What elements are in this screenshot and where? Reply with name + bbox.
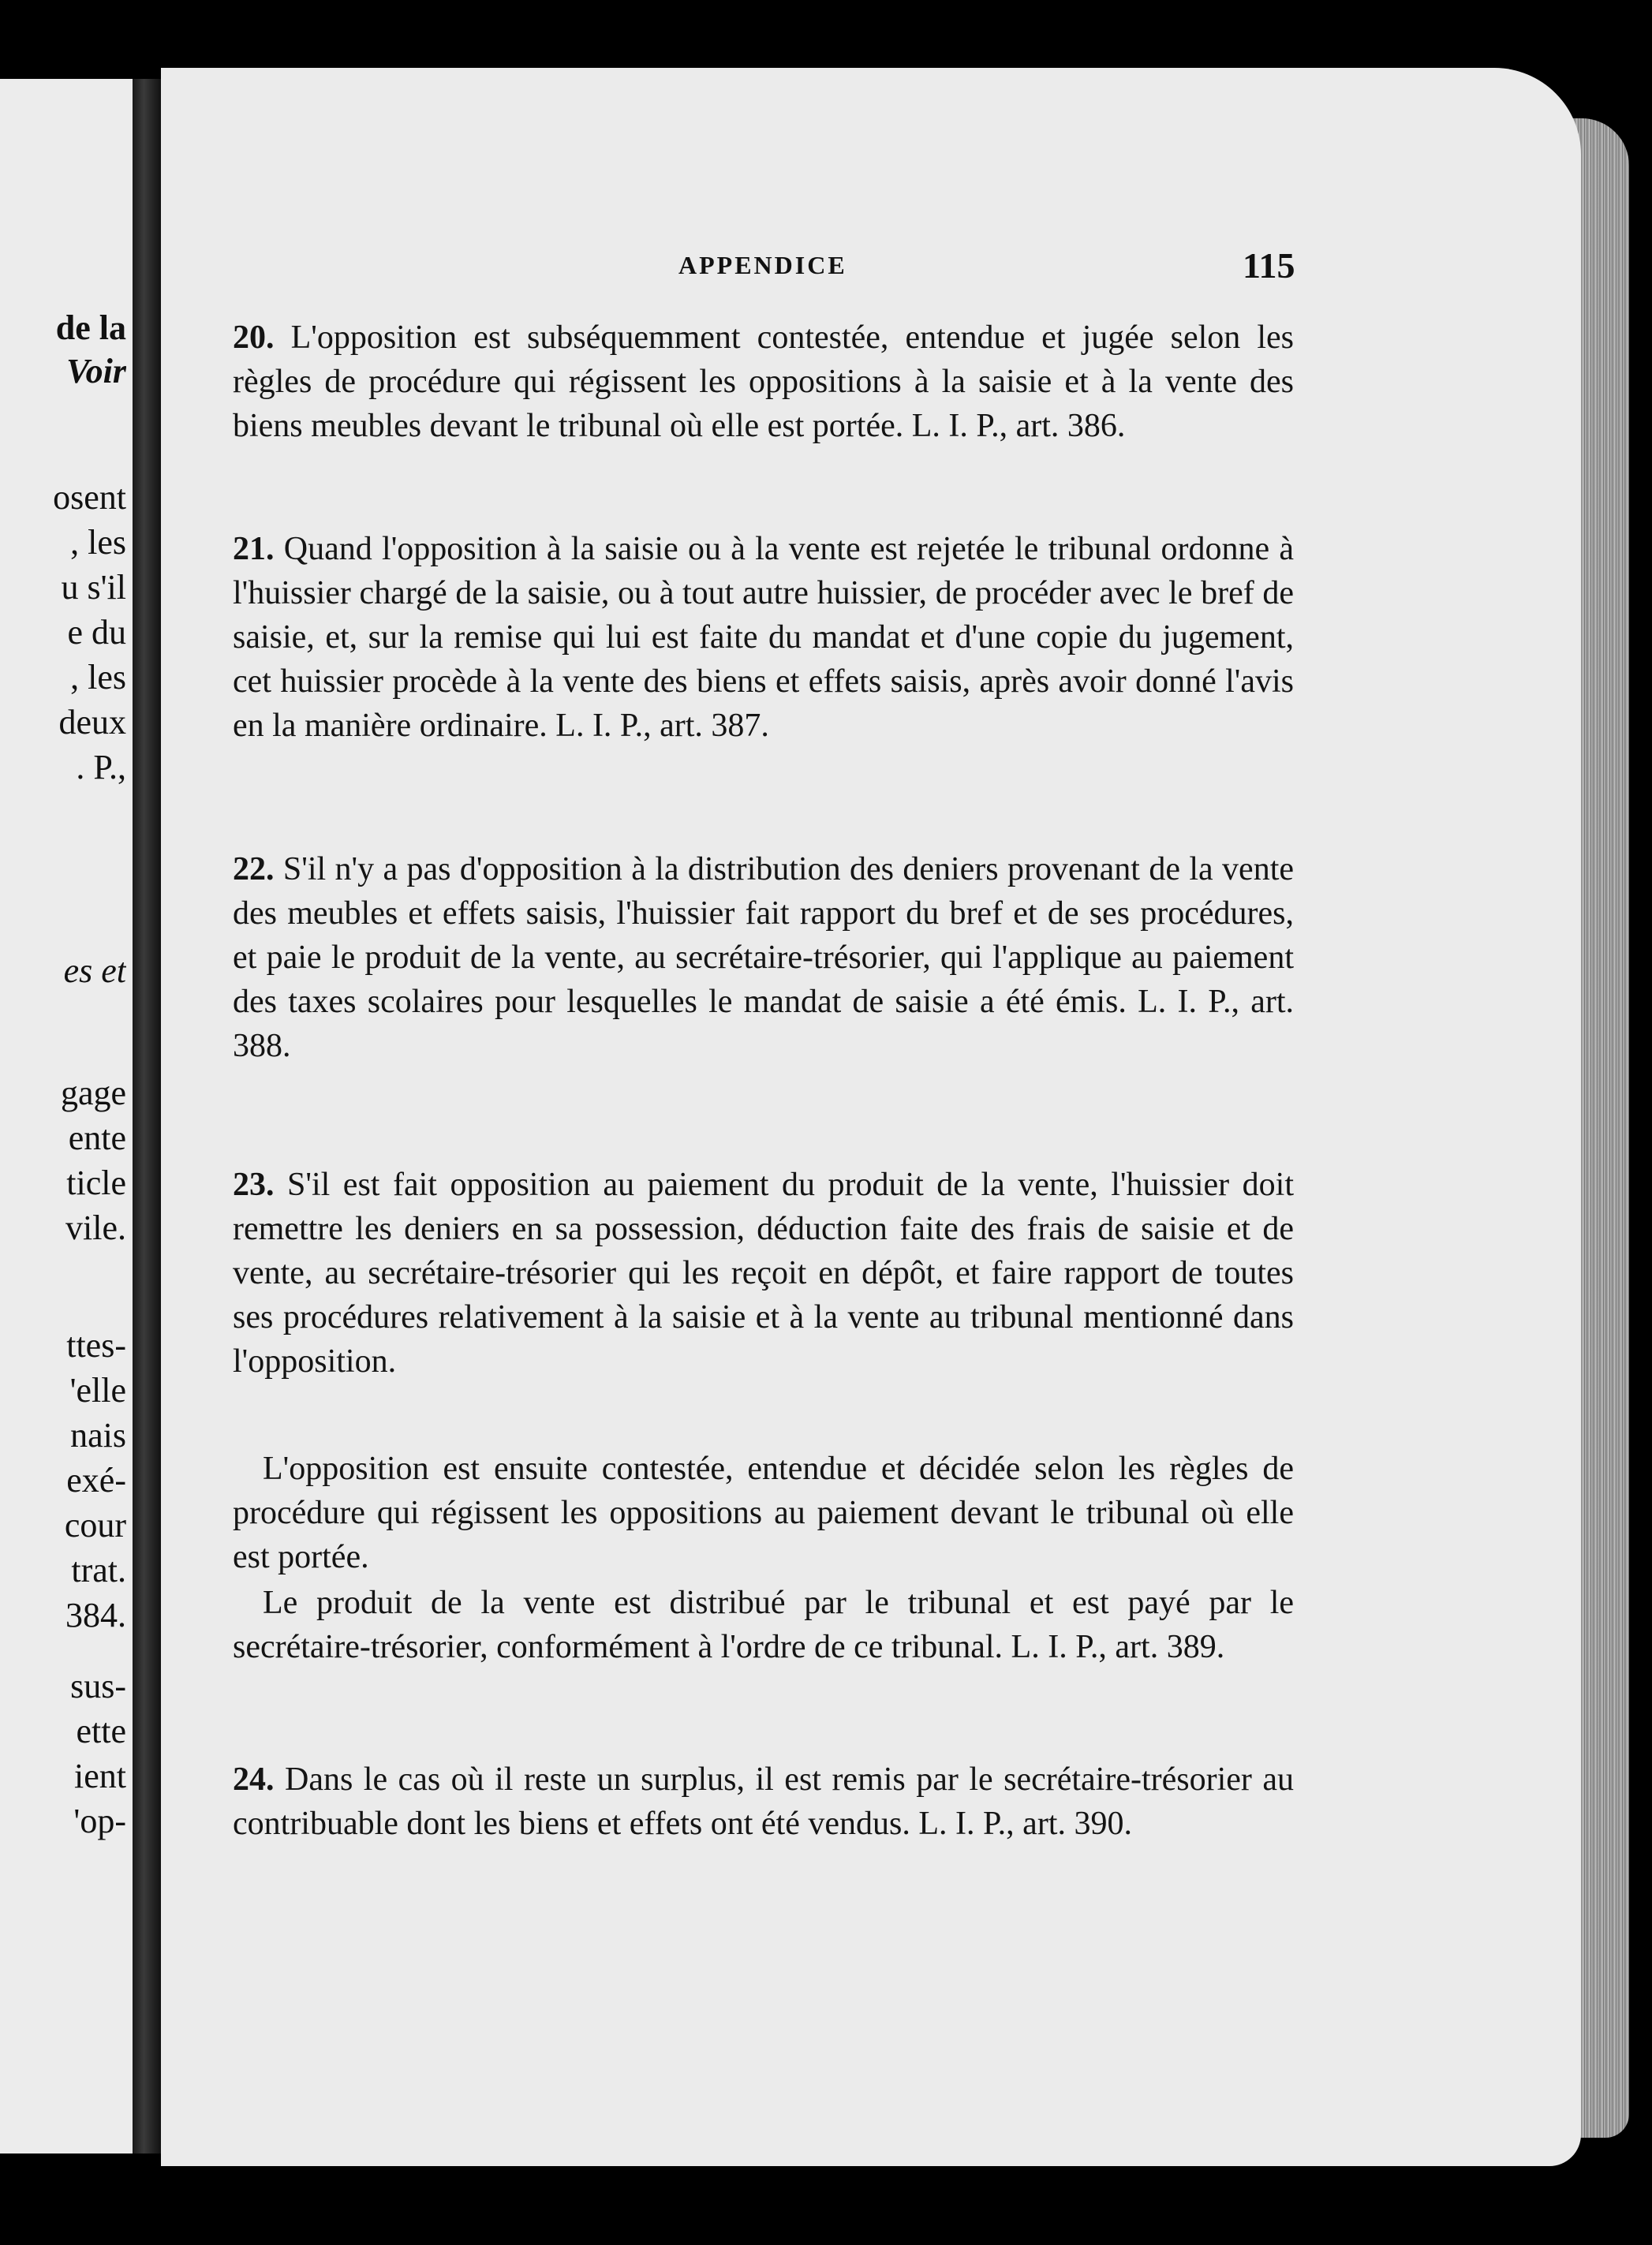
section-number: 22.	[233, 851, 275, 887]
left-page-text-fragment: u s'il	[61, 568, 126, 607]
left-page-text-fragment: ttes-	[66, 1326, 126, 1365]
left-page-text-fragment: ente	[68, 1119, 126, 1157]
left-page-text-fragment: cour	[64, 1506, 126, 1545]
left-page-text-fragment: . P.,	[76, 748, 126, 786]
section-number: 20.	[233, 319, 275, 356]
left-page-text-fragment: exé-	[66, 1461, 126, 1500]
section-number: 21.	[233, 531, 275, 567]
section-22	[233, 847, 1294, 1068]
left-page-text-fragment: , les	[70, 658, 126, 697]
left-page-text-fragment: ticle	[66, 1164, 126, 1202]
left-page-text-fragment: e du	[67, 613, 126, 652]
section-text: Dans le cas où il reste un surplus, il est remis par le secrétaire-trésorier au contribuable dont les biens et effets ont été vendus. L. I. P., art. 390.	[233, 1761, 1294, 1842]
left-page-text-fragment: trat.	[71, 1551, 126, 1589]
left-page-text-fragment: 'op-	[73, 1802, 126, 1840]
section-number: 23.	[233, 1167, 275, 1203]
section-21	[233, 527, 1294, 748]
section-20	[233, 316, 1294, 448]
left-page-text-fragment: de la	[55, 308, 126, 347]
left-page-text-fragment: deux	[58, 703, 126, 741]
section-24	[233, 1758, 1294, 1846]
left-page-text-fragment: 'elle	[69, 1371, 126, 1410]
left-page-text-fragment: sus-	[70, 1667, 126, 1705]
section-23-continuation: Le produit de la vente est distribué par le tribunal et est payé par le secrétaire-trésorier, conformément à l'ordre de ce tribunal. L. I. P., art. 389.	[233, 1585, 1294, 1665]
section-number: 24.	[233, 1761, 275, 1798]
left-page-text-fragment: 384.	[65, 1596, 126, 1634]
left-page-text-fragment: Voir	[66, 352, 126, 390]
left-page-fragment	[0, 79, 133, 2153]
section-23-continuation: L'opposition est ensuite contestée, entendue et décidée selon les règles de procédure qui régissent les oppositions au paiement devant le tribunal où elle est portée.	[233, 1451, 1294, 1575]
left-page-text-fragment: vile.	[65, 1208, 126, 1247]
left-page-text-fragment: osent	[53, 478, 126, 517]
book-gutter	[133, 79, 161, 2153]
section-23	[233, 1163, 1294, 1384]
section-text: S'il n'y a pas d'opposition à la distribution des deniers provenant de la vente des meubles et effets saisis, l'huissier fait rapport du bref et de ses procédures, et paie le produit de la vente, au secrétaire-trésorier, qui l'applique au paiement des taxes scolaires pour lesquelles le mandat de saisie a été émis. L. I. P., art. 388.	[233, 851, 1294, 1064]
section-text: S'il est fait opposition au paiement du produit de la vente, l'huissier doit remettre les deniers en sa possession, déduction faite des frais de saisie et de vente, au secrétaire-trésorier qui les reçoit en dépôt, et faire rapport de toutes ses procédures relativement à la saisie et à la vente au tribunal mentionné dans l'opposition.	[233, 1167, 1295, 1380]
left-page-text-fragment: ette	[76, 1712, 126, 1750]
left-page-text-fragment: es et	[63, 951, 126, 990]
left-page-text-fragment: , les	[70, 523, 126, 562]
left-page-text-fragment: gage	[60, 1074, 126, 1112]
left-page-text-fragment: ient	[74, 1757, 126, 1795]
section-text: Quand l'opposition à la saisie ou à la vente est rejetée le tribunal ordonne à l'huissier chargé de la saisie, ou à tout autre huissier, de procéder avec le bref de saisie, et, sur la remise qui lui est faite du mandat et d'une copie du jugement, cet huissier procède à la vente des biens et effets saisis, après avoir donné l'avis en la manière ordinaire. L. I. P., art. 387.	[233, 531, 1295, 744]
running-header: APPENDICE	[678, 251, 847, 279]
section-text: L'opposition est subséquemment contestée, entendue et jugée selon les règles de procédure qui régissent les oppositions à la saisie et à la vente des biens meubles devant le tribunal où elle est portée. L. I. P., art. 386.	[233, 319, 1294, 444]
page-number: 115	[1243, 245, 1295, 286]
left-page-text-fragment: nais	[70, 1416, 126, 1455]
